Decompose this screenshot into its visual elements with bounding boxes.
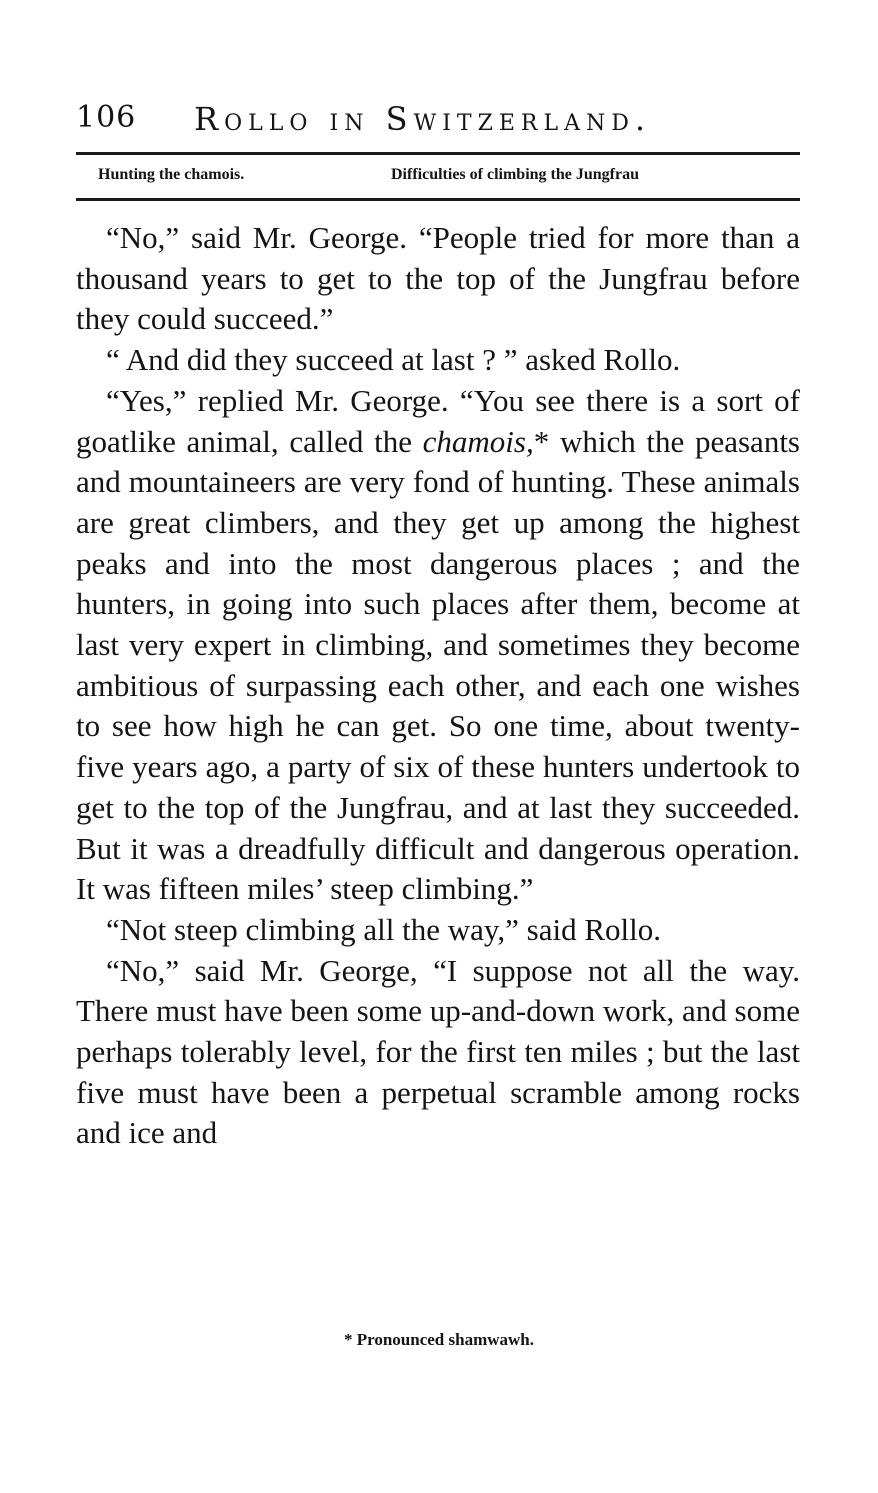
left-subheading: Hunting the chamois. [98,166,245,183]
paragraph: “No,” said Mr. George, “I suppose not all the way. There must have been some up-and-down work, and some perhaps tolerably level, for the first ten miles ; but the last five must have been a perpetual scramble among rocks and ice and [76,952,800,1151]
page-number: 106 [76,100,137,135]
paragraph-text: which the peasants and mountaineers are very fond of hunting. These animals are great climbers, and they get up among the highest peaks and into the most dangerous places ; and the hunters, in going into such places after them, become at last very expert in climbing, and sometimes they become ambitious of surpassing each other, and each one wishes to see how high he can get. So one time, about twenty-five years ago, a party of six of these hunters undertook to get to the top of the Jungfrau, and at last they succeeded. But it was a dreadfully difficult and dangerous operation. It was fifteen miles’ steep climbing.” [76,423,800,907]
body-text [76,218,800,1154]
paragraph: “Not steep climbing all the way,” said Rollo. [106,911,662,947]
paragraph: “No,” said Mr. George. “People tried for more than a thousand years to get to the top of the Jungfrau before they could succeed.” [76,220,800,337]
paragraph [76,381,800,910]
header-rule-top [76,152,800,155]
paragraph-text: “Yes,” replied Mr. George. “You see there is a sort of goatlike animal, called the [76,382,800,459]
page-header [76,100,796,140]
header-rule-bottom [76,198,800,201]
footnote-marker: * [533,423,550,459]
italic-term: chamois, [422,423,534,459]
footnote: * Pronounced shamwawh. [343,1330,535,1349]
right-subheading: Difficulties of climbing the Jungfrau [391,166,639,183]
paragraph: “ And did they succeed at last ? ” asked Rollo. [106,342,681,378]
running-title: Rollo in Switzerland. [194,100,652,138]
